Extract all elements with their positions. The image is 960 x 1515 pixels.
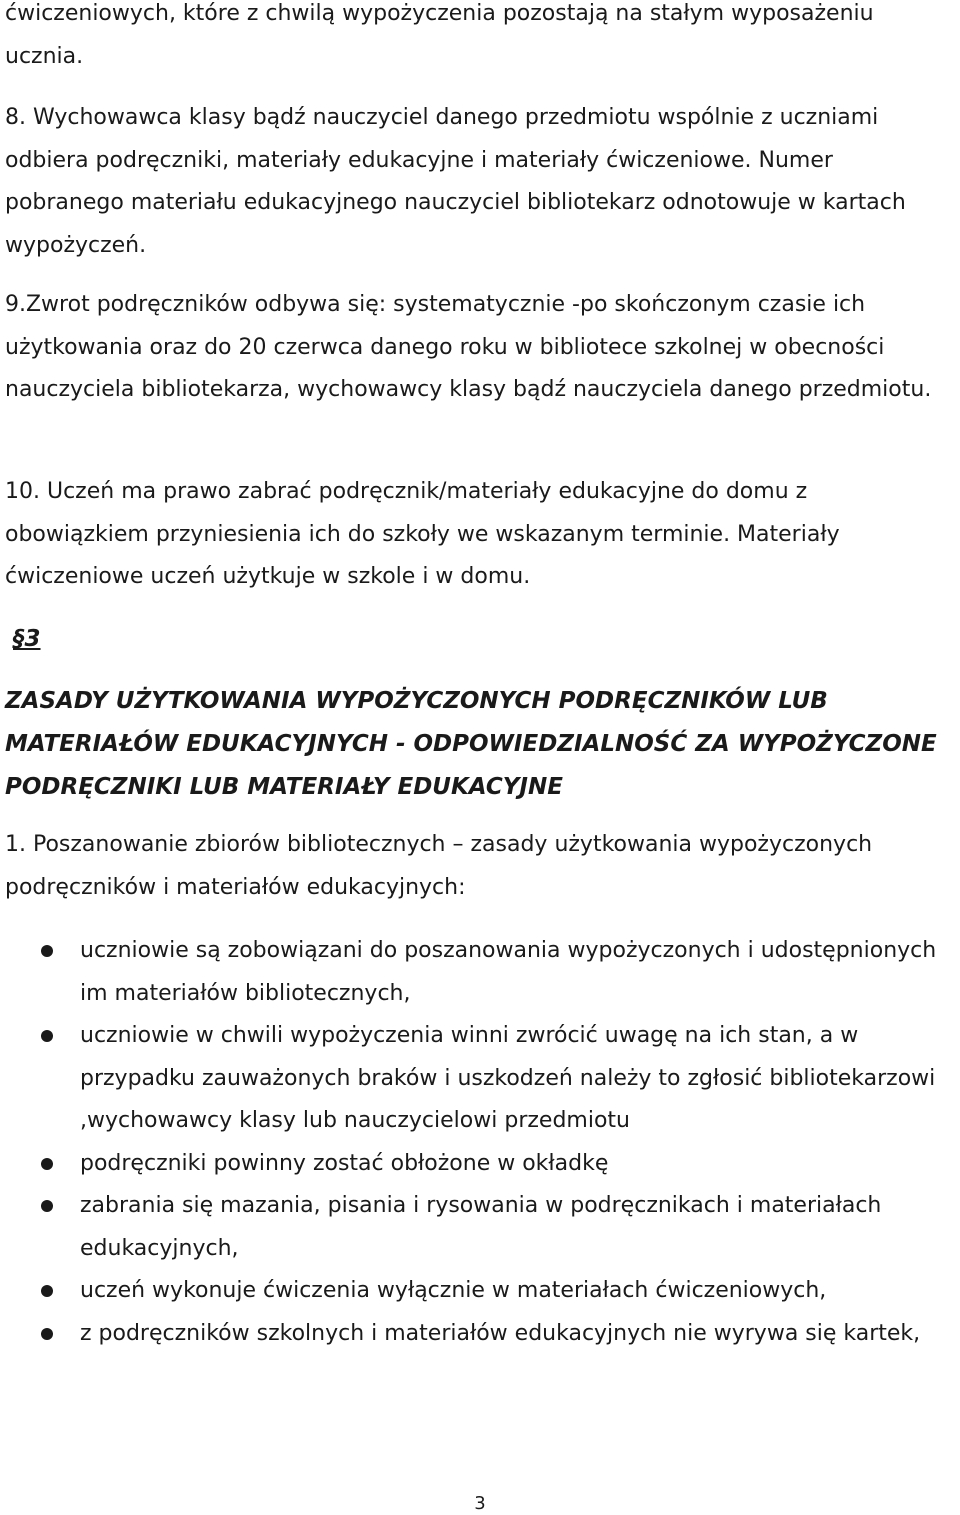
list-item-text: z podręczników szkolnych i materiałów edukacyjnych nie wyrywa się kartek, — [80, 1320, 921, 1346]
list-item — [5, 1143, 955, 1186]
list-item — [5, 1313, 955, 1356]
bullet-icon — [41, 1158, 53, 1170]
continued-paragraph — [5, 0, 955, 78]
bullet-icon — [41, 1030, 53, 1042]
section-title: ZASADY UŻYTKOWANIA WYPOŻYCZONYCH PODRĘCZNIKÓW LUB MATERIAŁÓW EDUKACYJNYCH - ODPOWIEDZIALNOŚĆ ZA WYPOŻYCZONE PODRĘCZNIKI LUB MATERIAŁY EDUKACYJNE — [5, 688, 937, 800]
paragraph-9 — [5, 284, 955, 412]
paragraph-9-text: 9.Zwrot podręczników odbywa się: systematycznie -po skończonym czasie ich użytkowania oraz do 20 czerwca danego roku w bibliotece szkolnej w obecności nauczyciela bibliotekarza, wychowawcy klasy bądź nauczyciela danego przedmiotu. — [5, 292, 932, 402]
bullet-icon — [41, 945, 53, 957]
page-number: 3 — [474, 1493, 486, 1514]
paragraph-10-text: 10. Uczeń ma prawo zabrać podręcznik/materiały edukacyjne do domu z obowiązkiem przyniesienia ich do szkoły we wskazanym terminie. Materiały ćwiczeniowe uczeń użytkuje w szkole i w domu. — [5, 479, 840, 589]
paragraph-1 — [5, 824, 955, 909]
list-item — [5, 1270, 955, 1313]
paragraph-10 — [5, 471, 955, 599]
rules-bullet-list — [5, 930, 955, 1355]
paragraph-8-text: 8. Wychowawca klasy bądź nauczyciel danego przedmiotu wspólnie z uczniami odbiera podręczniki, materiały edukacyjne i materiały ćwiczeniowe. Numer pobranego materiału edukacyjnego nauczyciel bibliotekarz odnotowuje w kartach wypożyczeń. — [5, 105, 906, 258]
section-mark: §3 — [13, 626, 41, 652]
list-item — [5, 1185, 955, 1270]
list-item — [5, 1015, 955, 1143]
list-item-text: uczeń wykonuje ćwiczenia wyłącznie w materiałach ćwiczeniowych, — [80, 1278, 827, 1303]
bullet-icon — [41, 1285, 53, 1297]
list-item-text: uczniowie w chwili wypożyczenia winni zwrócić uwagę na ich stan, a w przypadku zauważonych braków i uszkodzeń należy to zgłosić bibliotekarzowi ,wychowawcy klasy lub nauczycielowi przedmiotu — [80, 1023, 936, 1133]
list-item-text: zabrania się mazania, pisania i rysowania w podręcznikach i materiałach edukacyjnych, — [80, 1193, 882, 1261]
list-item — [5, 930, 955, 1015]
paragraph-1-text: 1. Poszanowanie zbiorów bibliotecznych – zasady użytkowania wypożyczonych podręczników i materiałów edukacyjnych: — [5, 832, 873, 900]
list-item-text: podręczniki powinny zostać obłożone w okładkę — [80, 1150, 609, 1176]
continued-paragraph-text: ćwiczeniowych, które z chwilą wypożyczenia pozostają na stałym wyposażeniu ucznia. — [5, 1, 874, 69]
bullet-icon — [41, 1328, 53, 1340]
bullet-icon — [41, 1200, 53, 1212]
list-item-text: uczniowie są zobowiązani do poszanowania wypożyczonych i udostępnionych im materiałów bibliotecznych, — [80, 938, 937, 1006]
paragraph-8 — [5, 97, 955, 267]
